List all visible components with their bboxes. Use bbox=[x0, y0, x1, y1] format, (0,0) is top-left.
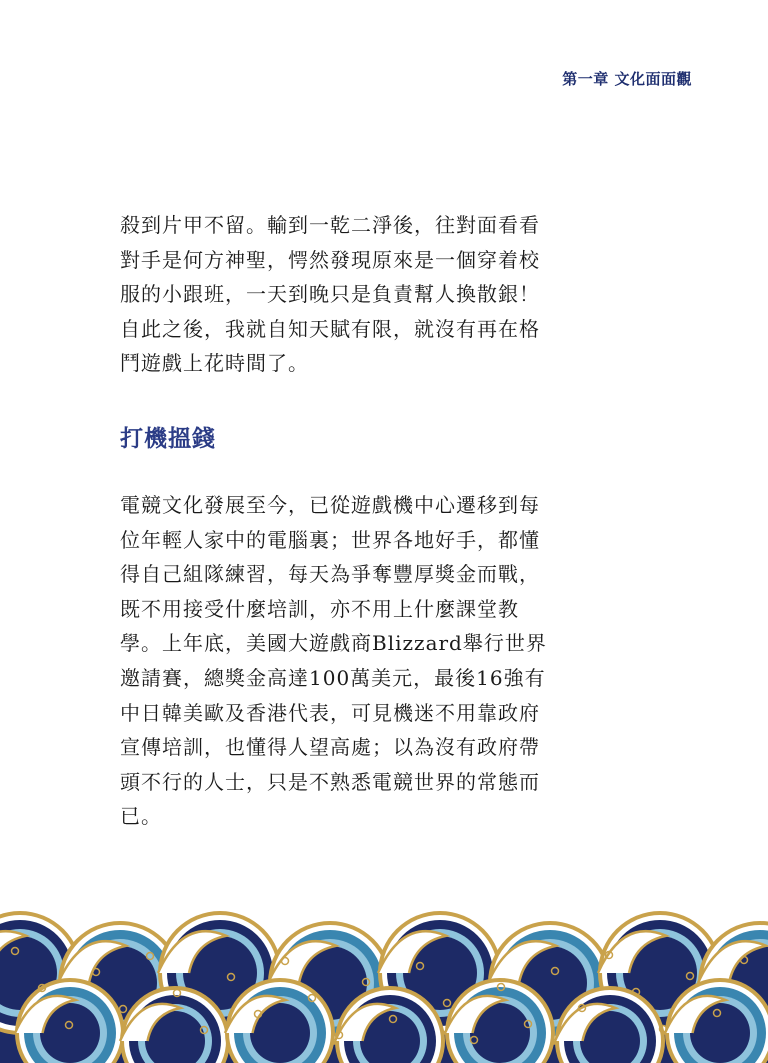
text-line: 頭不行的人士，只是不熟悉電競世界的常態而 bbox=[120, 769, 540, 794]
text-line: 學。上年底，美國大遊戲商Blizzard舉行世界 bbox=[120, 631, 547, 656]
text-line: 位年輕人家中的電腦裏；世界各地好手，都懂 bbox=[120, 527, 540, 552]
text-line: 鬥遊戲上花時間了。 bbox=[120, 351, 309, 376]
text-line: 宣傳培訓，也懂得人望高處；以為沒有政府帶 bbox=[120, 735, 540, 760]
wave-pattern-decoration bbox=[0, 903, 768, 1063]
text-line: 中日韓美歐及香港代表，可見機迷不用靠政府 bbox=[120, 700, 540, 725]
text-line: 服的小跟班，一天到晚只是負責幫人換散銀！ bbox=[120, 282, 540, 307]
text-line: 對手是何方神聖，愕然發現原來是一個穿着校 bbox=[120, 247, 540, 272]
text-line: 殺到片甲不留。輸到一乾二淨後，往對面看看 bbox=[120, 213, 540, 237]
text-line: 已。 bbox=[120, 804, 162, 829]
text-line: 得自己組隊練習，每天為爭奪豐厚獎金而戰， bbox=[120, 562, 540, 587]
text-line: 既不用接受什麼培訓，亦不用上什麼課堂教 bbox=[120, 596, 519, 621]
text-line: 電競文化發展至今，已從遊戲機中心遷移到每 bbox=[120, 493, 540, 517]
running-head: 第一章 文化面面觀 bbox=[562, 70, 692, 88]
text-line: 邀請賽，總獎金高達100萬美元，最後16強有 bbox=[120, 665, 546, 690]
paragraph-1 bbox=[120, 208, 590, 381]
section-heading: 打機搵錢 bbox=[120, 425, 216, 452]
paragraph-2 bbox=[120, 488, 590, 834]
text-line: 自此之後，我就自知天賦有限，就沒有再在格 bbox=[120, 316, 540, 341]
